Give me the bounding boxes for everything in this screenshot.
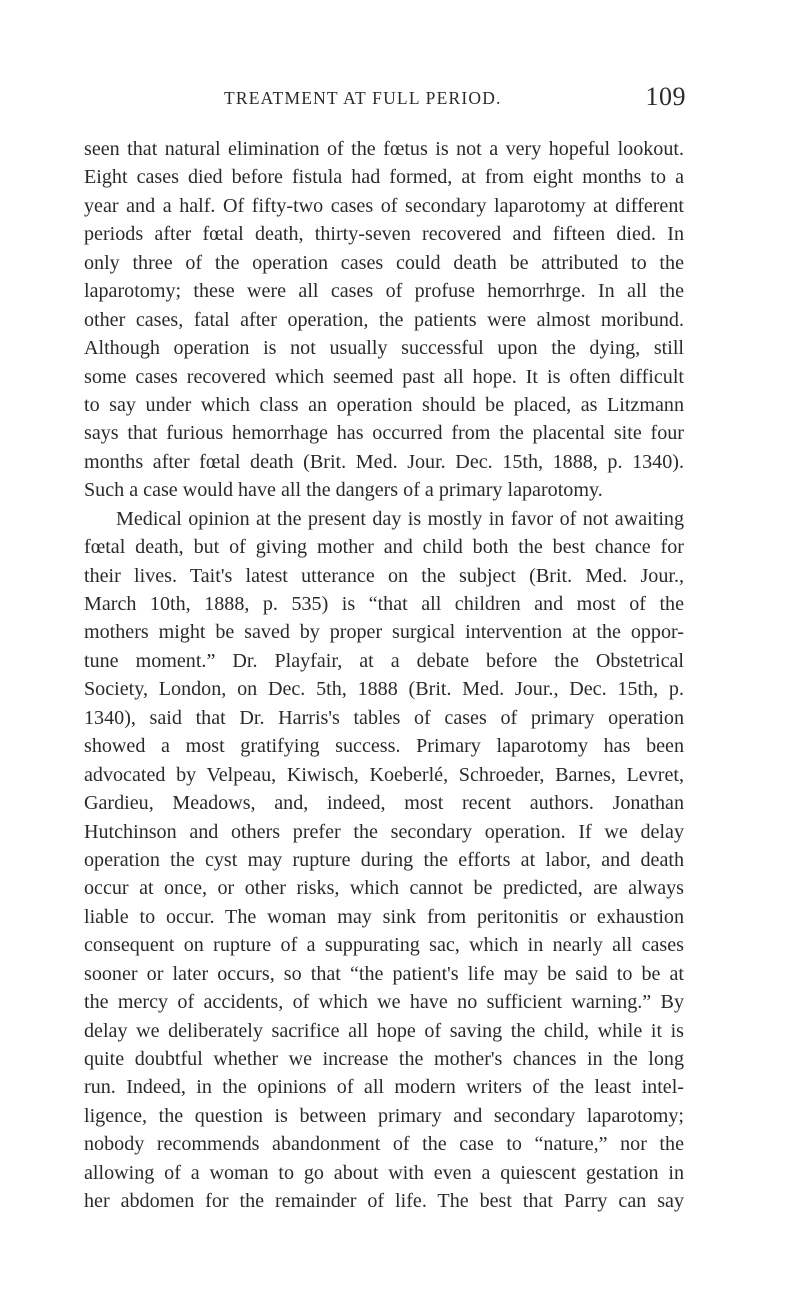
text-line: laparotomy; these were all cases of profuse hemorrhrge. In all the <box>84 280 684 303</box>
text-line: to say under which class an operation should be placed, as Litzmann <box>84 393 684 416</box>
text-line: March 10th, 1888, p. 535) is “that all children and most of the <box>84 593 684 615</box>
text-line: Such a case would have all the dangers of a primary laparotomy. <box>84 479 603 502</box>
text-line: Although operation is not usually successful upon the dying, still <box>84 337 684 360</box>
page-number: 109 <box>645 82 686 111</box>
text-line: quite doubtful whether we increase the mother's chances in the long <box>84 1048 684 1070</box>
text-line: nobody recommends abandonment of the case to “nature,” nor the <box>84 1133 684 1156</box>
text-line: some cases recovered which seemed past all hope. It is often difficult <box>84 365 684 388</box>
text-line: only three of the operation cases could death be attributed to the <box>84 251 684 274</box>
text-line: her abdomen for the remainder of life. The best that Parry can say <box>84 1190 684 1213</box>
text-line: Eight cases died before fistula had formed, at from eight months to a <box>84 166 684 189</box>
text-line: tune moment.” Dr. Playfair, at a debate before the Obstetrical <box>84 649 684 672</box>
text-line: occur at once, or other risks, which cannot be predicted, are always <box>84 877 684 900</box>
text-line: year and a half. Of fifty-two cases of secondary laparotomy at different <box>84 194 684 217</box>
running-head: TREATMENT AT FULL PERIOD. <box>224 88 502 108</box>
text-line: run. Indeed, in the opinions of all modern writers of the least intel- <box>84 1076 684 1099</box>
text-line: seen that natural elimination of the fœtus is not a very hopeful lookout. <box>84 138 684 160</box>
text-line: sooner or later occurs, so that “the patient's life may be said to be at <box>84 962 684 985</box>
text-line: the mercy of accidents, of which we have no sufficient warning.” By <box>84 991 684 1014</box>
text-line: periods after fœtal death, thirty-seven recovered and fifteen died. In <box>84 223 684 246</box>
text-line: Society, London, on Dec. 5th, 1888 (Brit. Med. Jour., Dec. 15th, p. <box>84 678 684 701</box>
text-line: Hutchinson and others prefer the secondary operation. If we delay <box>84 820 684 843</box>
text-line: ligence, the question is between primary and secondary laparotomy; <box>84 1104 684 1127</box>
text-line: advocated by Velpeau, Kiwisch, Koeberlé, Schroeder, Barnes, Levret, <box>84 763 684 786</box>
text-line: Medical opinion at the present day is mostly in favor of not awaiting <box>116 507 684 530</box>
text-line: allowing of a woman to go about with even a quiescent gestation in <box>84 1161 684 1184</box>
text-line: operation the cyst may rupture during the efforts at labor, and death <box>84 848 684 871</box>
page-header <box>0 84 800 124</box>
text-line: liable to occur. The woman may sink from peritonitis or exhaustion <box>84 905 684 928</box>
text-line: says that furious hemorrhage has occurred from the placental site four <box>84 422 684 445</box>
text-line: other cases, fatal after operation, the patients were almost moribund. <box>84 308 684 331</box>
text-line: months after fœtal death (Brit. Med. Jour. Dec. 15th, 1888, p. 1340). <box>84 450 684 473</box>
body-text <box>84 135 684 1216</box>
text-line: showed a most gratifying success. Primary laparotomy has been <box>84 735 684 758</box>
text-line: Gardieu, Meadows, and, indeed, most recent authors. Jonathan <box>84 792 684 815</box>
text-line: their lives. Tait's latest utterance on the subject (Brit. Med. Jour., <box>84 564 684 587</box>
text-line: 1340), said that Dr. Harris's tables of cases of primary operation <box>84 706 684 729</box>
text-line: fœtal death, but of giving mother and child both the best chance for <box>84 536 684 559</box>
text-line: consequent on rupture of a suppurating sac, which in nearly all cases <box>84 934 684 957</box>
text-line: mothers might be saved by proper surgical intervention at the oppor- <box>84 621 684 644</box>
text-line: delay we deliberately sacrifice all hope of saving the child, while it is <box>84 1019 684 1042</box>
